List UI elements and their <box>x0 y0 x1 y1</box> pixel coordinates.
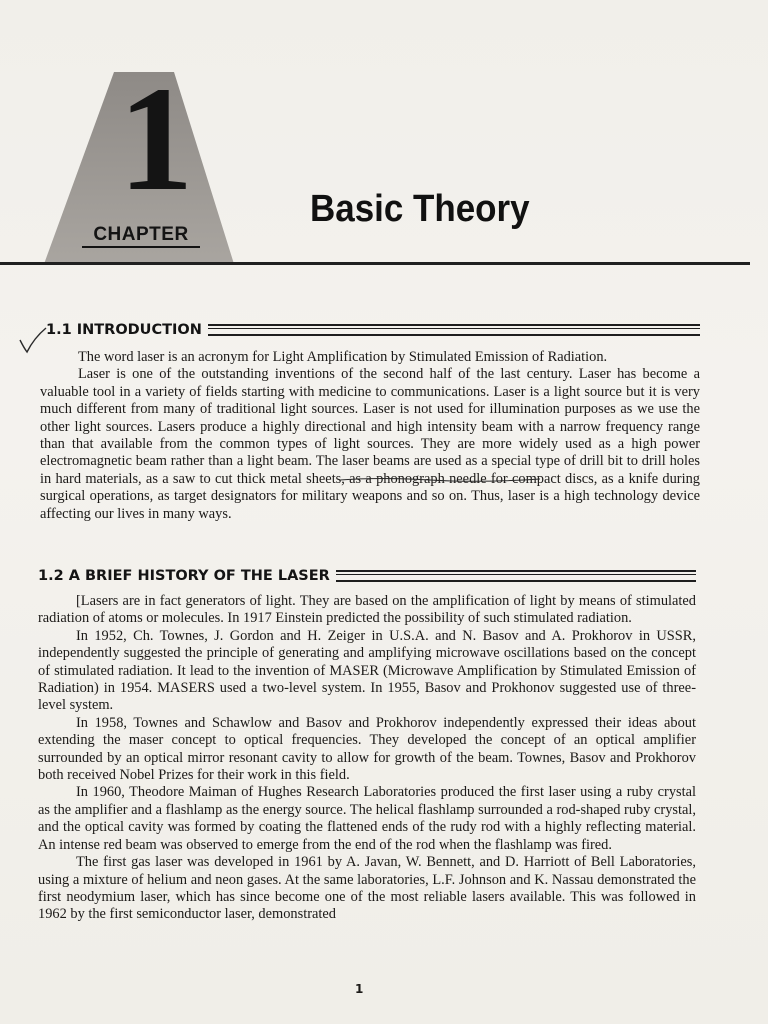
chapter-badge <box>44 56 234 264</box>
paragraph: Laser is one of the outstanding inventions of the second half of the last century. Laser has become a valuable tool in a variety of fields starting with medicine to communications. Laser is a light source but it is very much different from many of traditional light sources. Laser is not used for illumination purposes as we use the other light sources. Lasers produce a highly directional and high intensity beam with a narrow frequency range than that available from the common types of light sources. They are more widely used as a high power electromagnetic beam rather than a light beam. The laser beams are used as a special type of drill bit to drill holes in hard materials, as a saw to cut thick metal sheets, as a phonograph needle for compact discs, as a knife during surgical operations, as target designators for military weapons and so on. Thus, laser is a high technology device affecting our lives in many ways. <box>40 366 700 522</box>
paragraph: [Lasers are in fact generators of light. They are based on the amplification of light by means of stimulated radiation of atoms or molecules. In 1917 Einstein predicted the possibility of such stimulated radiation. <box>38 593 696 627</box>
paragraph: In 1958, Townes and Schawlow and Basov and Prokhorov independently expressed their ideas about extending the maser concept to optical frequencies. They developed the concept of an optical amplifier surrounded by an optical mirror resonant cavity to allow for growth of the beam. Townes, Basov and Prokhorov both received Nobel Prizes for their work in this field. <box>38 714 696 784</box>
paragraph: The first gas laser was developed in 1961 by A. Javan, W. Bennett, and D. Harriott of Bell Laboratories, using a mixture of helium and neon gases. At the same laboratories, L.F. Johnson and K. Nassau demonstrated the first neodymium laser, which has since become one of the most reliable lasers available. This was followed in 1962 by the first semiconductor laser, demonstrated <box>38 854 696 923</box>
section-heading-label: 1.1 INTRODUCTION <box>46 322 202 338</box>
chapter-title: Basic Theory <box>310 188 530 230</box>
history-body <box>38 593 696 924</box>
paragraph: The word laser is an acronym for Light Amplification by Stimulated Emission of Radiation. <box>78 349 608 365</box>
section-heading-rule <box>208 324 700 336</box>
handwritten-underline <box>340 476 540 484</box>
paragraph: In 1952, Ch. Townes, J. Gordon and H. Zeiger in U.S.A. and N. Basov and A. Prokhorov in USSR, independently suggested the principle of generating and amplifying microwave oscillations based on the concept of stimulated radiation. It lead to the invention of MASER (Microwave Amplification by Stimulated Emission of Radiation) in 1954. MASERS used a two-level system. In 1955, Basov and Prokhonov suggested use of three-level system. <box>38 627 696 714</box>
chapter-number: 1 <box>118 56 194 222</box>
title-divider <box>0 262 750 265</box>
paragraph: In 1960, Theodore Maiman of Hughes Research Laboratories produced the first laser using a ruby crystal as the amplifier and a flashlamp as the energy source. The helical flashlamp surrounded a rod-shaped ruby crystal, and the optical cavity was formed by coating the flattened ends of the rudy rod with a highly reflecting material. An intense red beam was observed to emerge from the end of the rod when the flashlamp was fired. <box>38 784 696 853</box>
chapter-label: CHAPTER <box>82 224 200 248</box>
page-number: 1 <box>355 982 364 996</box>
section-heading-rule <box>336 570 696 582</box>
section-heading-label: 1.2 A BRIEF HISTORY OF THE LASER <box>38 568 330 584</box>
section-heading-introduction <box>46 322 700 338</box>
section-heading-history <box>38 568 696 584</box>
introduction-body <box>40 349 700 523</box>
